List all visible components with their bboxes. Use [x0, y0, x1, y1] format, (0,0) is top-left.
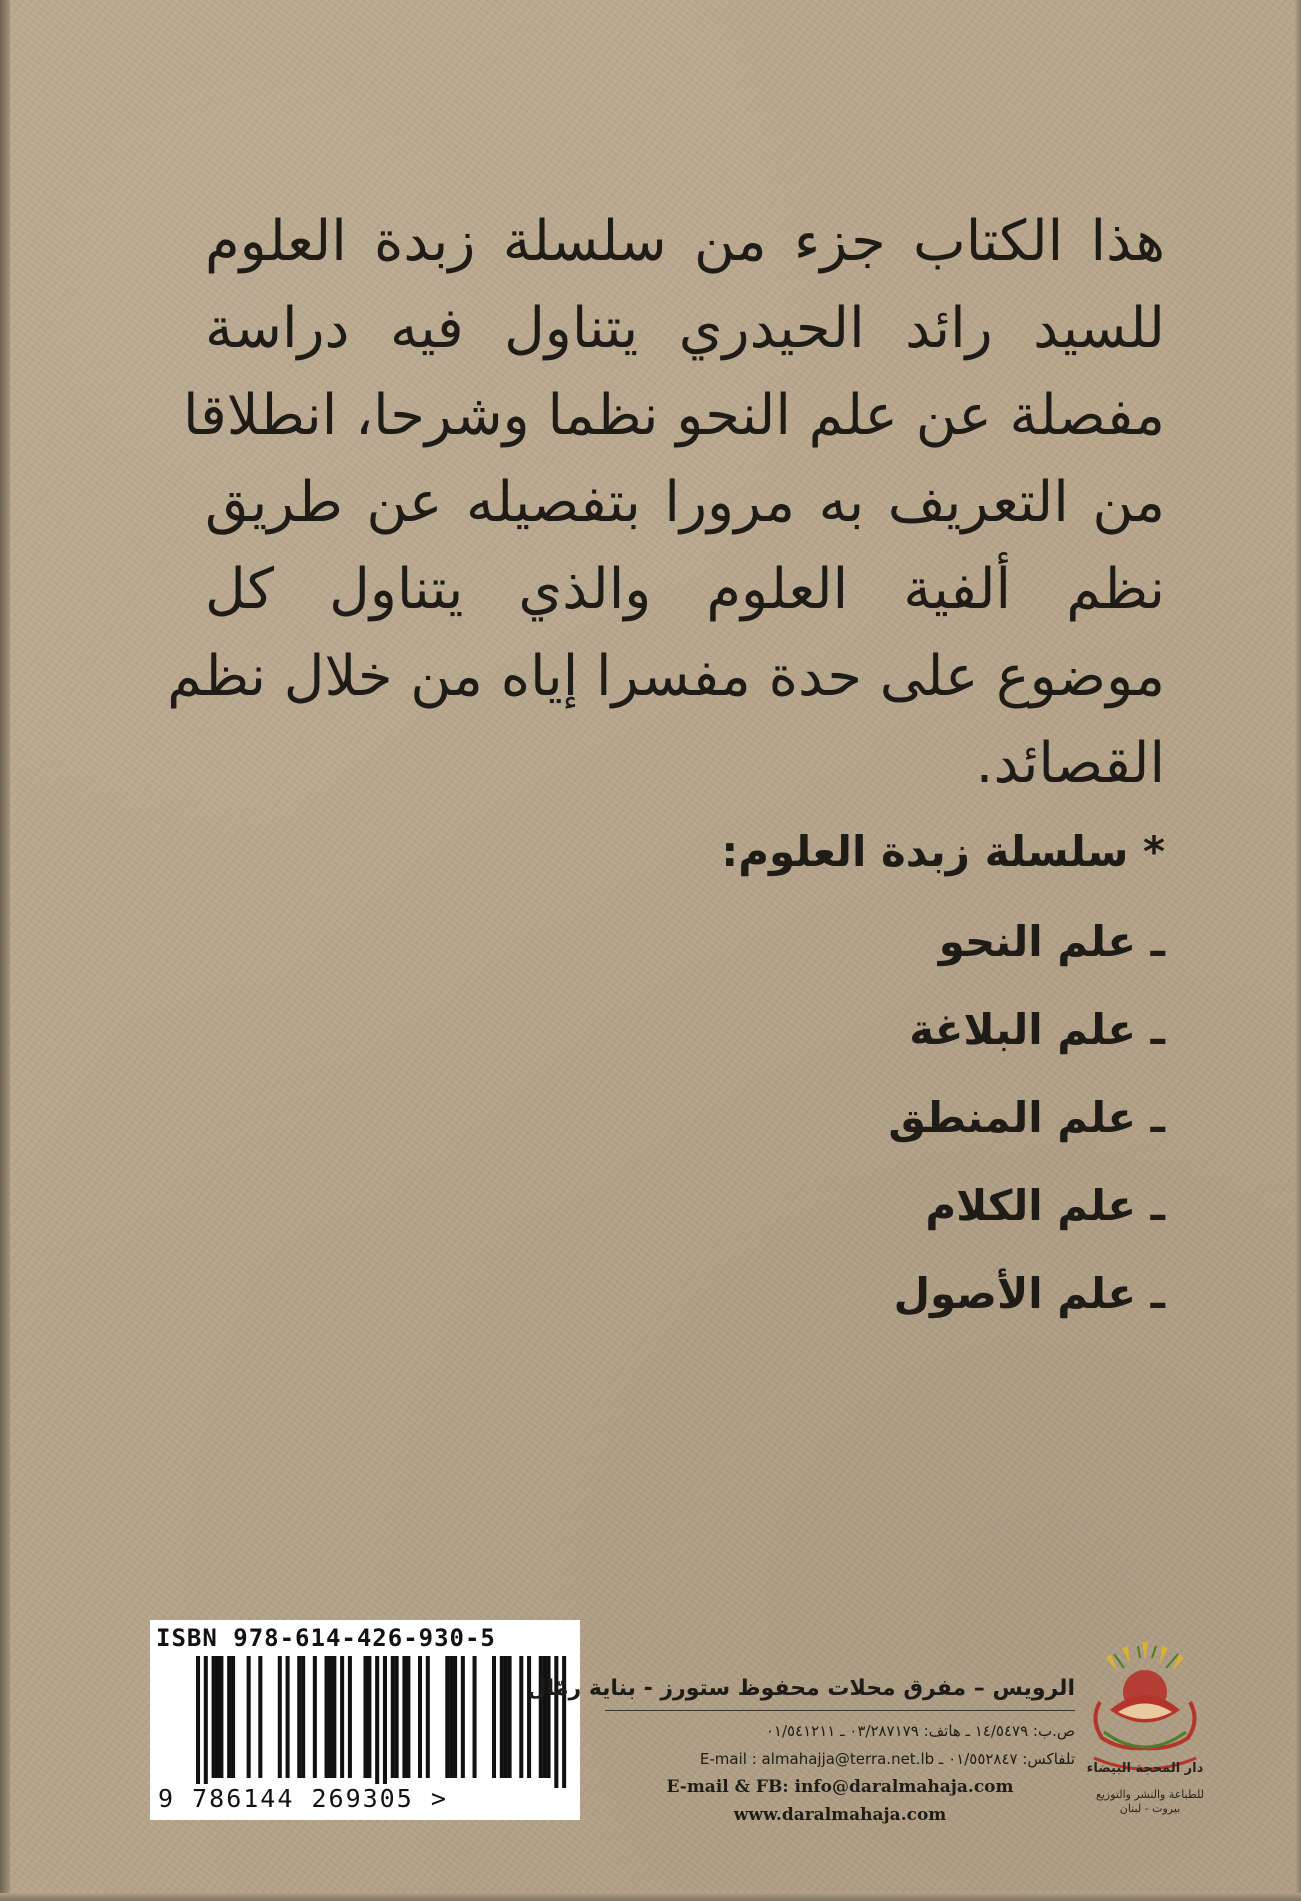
- barcode-bar: [196, 1656, 200, 1788]
- series-list: [565, 912, 1165, 1324]
- barcode-bar: [297, 1656, 301, 1778]
- barcode-bar: [301, 1656, 305, 1778]
- barcode-bar: [406, 1656, 410, 1778]
- publisher-contact: [527, 1672, 1075, 1829]
- barcode-bar: [332, 1656, 336, 1778]
- barcode-bar: [492, 1656, 496, 1778]
- barcode-bar: [258, 1656, 262, 1778]
- barcode-bar: [508, 1656, 512, 1778]
- barcode-bar: [247, 1656, 251, 1778]
- blurb-line: موضوع على حدة مفسرا إياه من خلال نظم: [167, 644, 1165, 709]
- publisher-website: www.daralmahaja.com: [733, 1805, 947, 1825]
- barcode-bar: [204, 1656, 208, 1788]
- blurb-line: من التعريف به مرورا بتفصيله عن طريق: [205, 470, 1165, 535]
- blurb-line: نظم ألفية العلوم والذي يتناول كل: [205, 557, 1165, 622]
- series-item: ـ علم الكلام: [925, 1181, 1165, 1230]
- barcode-bar: [519, 1656, 523, 1778]
- barcode-bar: [445, 1656, 449, 1778]
- blurb-line: مفصلة عن علم النحو نظما وشرحا، انطلاقا: [182, 383, 1165, 448]
- barcode-bar: [219, 1656, 223, 1778]
- series-item: ـ علم البلاغة: [909, 1005, 1165, 1054]
- barcode-bar: [328, 1656, 332, 1778]
- publisher-fax-email: تلفاكس: ٠١/٥٥٢٨٤٧ ـ E-mail : almahajja@terra.net.lb: [699, 1750, 1075, 1768]
- barcode-bar: [500, 1656, 504, 1778]
- barcode-bar: [418, 1656, 422, 1778]
- barcode-bar: [286, 1656, 290, 1778]
- barcode-bar: [504, 1656, 508, 1778]
- barcode-bar: [461, 1656, 465, 1778]
- logo-caption: [1075, 1788, 1225, 1816]
- barcode-digits: 9 786144 269305 >: [158, 1784, 448, 1813]
- series-item: ـ علم الأصول: [893, 1269, 1165, 1318]
- barcode-bar: [426, 1656, 430, 1778]
- barcode-bar: [473, 1656, 477, 1778]
- cover-right-edge: [1295, 0, 1301, 1901]
- barcode-bar: [313, 1656, 317, 1778]
- blurb-line: هذا الكتاب جزء من سلسلة زبدة العلوم: [205, 209, 1165, 274]
- logo-subtitle: للطباعة والنشر والتوزيع: [1095, 1788, 1204, 1801]
- logo-name: دار المحجة البيضاء: [1086, 1761, 1204, 1776]
- barcode-bar: [367, 1656, 371, 1778]
- logo-place: بيروت - لبنان: [1119, 1802, 1181, 1815]
- series-item: ـ علم المنطق: [888, 1093, 1165, 1142]
- barcode-bar: [383, 1656, 387, 1788]
- cover-spine-edge: [0, 0, 10, 1901]
- series-item: ـ علم النحو: [938, 917, 1165, 966]
- barcode-bar: [449, 1656, 453, 1778]
- blurb-line: القصائد.: [975, 731, 1165, 796]
- barcode-bar: [215, 1656, 219, 1778]
- barcode-bar: [375, 1656, 379, 1788]
- publisher-logo-icon: [1080, 1640, 1210, 1790]
- barcode-bar: [363, 1656, 367, 1778]
- isbn-label: ISBN 978-614-426-930-5: [156, 1624, 496, 1652]
- publisher-email-fb: E-mail & FB: info@daralmahaja.com: [666, 1777, 1014, 1797]
- barcode-bar: [227, 1656, 231, 1778]
- barcode-bar: [212, 1656, 216, 1778]
- barcode-bars: [158, 1656, 572, 1788]
- blurb-paragraph: [167, 198, 1165, 807]
- barcode-bar: [231, 1656, 235, 1778]
- barcode-bar: [395, 1656, 399, 1778]
- barcode-bar: [325, 1656, 329, 1778]
- series-section: [565, 822, 1165, 1352]
- barcode-bar: [453, 1656, 457, 1778]
- divider: [605, 1710, 1075, 1711]
- cover-bottom-edge: [0, 1893, 1301, 1901]
- barcode-bar: [348, 1656, 352, 1778]
- series-heading: * سلسلة زبدة العلوم:: [721, 827, 1165, 876]
- blurb-line: للسيد رائد الحيدري يتناول فيه دراسة: [205, 296, 1165, 361]
- barcode-bar: [402, 1656, 406, 1778]
- isbn-barcode: [150, 1620, 580, 1820]
- publisher-address: الرويس – مفرق محلات محفوظ ستورز - بناية رمّال: [527, 1676, 1075, 1701]
- publisher-phone: ص.ب: ١٤/٥٤٧٩ ـ هاتف: ٠٣/٢٨٧١٧٩ ـ ٠١/٥٤١٢١١: [765, 1722, 1075, 1740]
- barcode-bar: [340, 1656, 344, 1778]
- barcode-bar: [278, 1656, 282, 1778]
- barcode-bar: [391, 1656, 395, 1778]
- sun-rays-icon: [1106, 1642, 1184, 1672]
